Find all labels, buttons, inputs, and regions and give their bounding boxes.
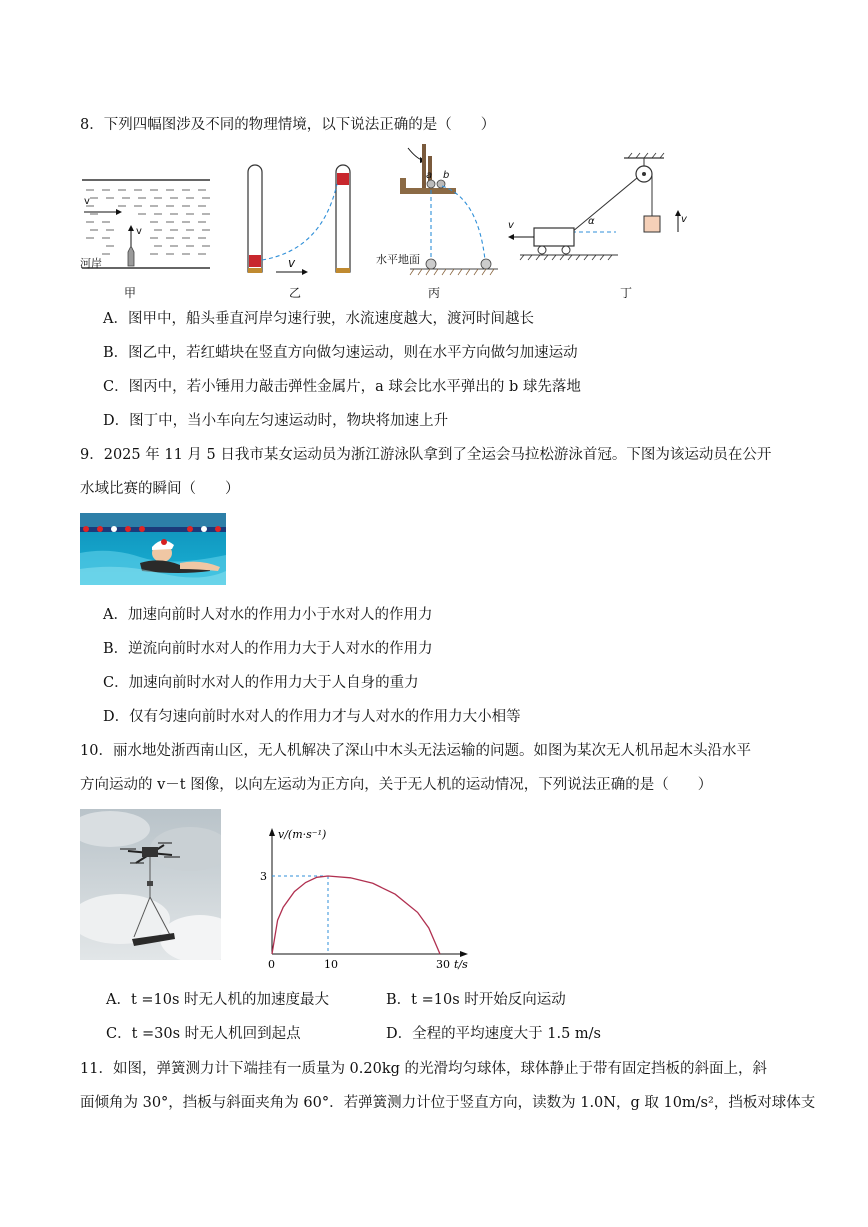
figure-yi bbox=[242, 160, 362, 278]
chart-y-axis-arrow bbox=[269, 828, 275, 836]
q10-stem-line1: 10．丽水地处浙西南山区，无人机解决了深山中木头无法运输的问题。如图为某次无人机吊起木头沿水平 bbox=[80, 743, 751, 759]
chart-x-tick-0: 0 bbox=[268, 958, 275, 971]
q9-stem-line1: 9．2025 年 11 月 5 日我市某女运动员为浙江游泳队拿到了全运会马拉松游泳首冠。下图为该运动员在公开 bbox=[80, 447, 772, 463]
bing-caption: 丙 bbox=[428, 286, 441, 300]
chart-y-label: v/(m·s⁻¹) bbox=[278, 828, 327, 841]
q8-option-c: C．图丙中，若小锤用力敲击弹性金属片，a 球会比水平弹出的 b 球先落地 bbox=[103, 379, 581, 395]
chart-x-label: t/s bbox=[454, 958, 468, 971]
yi-caption: 乙 bbox=[289, 286, 302, 300]
q11-stem-line1: 11．如图，弹簧测力计下端挂有一质量为 0.20kg 的光滑均匀球体，球体静止于带有固定挡板的斜面上，斜 bbox=[80, 1061, 768, 1077]
bing-a-label: a bbox=[426, 170, 433, 181]
q9-option-c: C．加速向前时水对人的作用力大于人自身的重力 bbox=[103, 675, 419, 691]
jia-caption: 甲 bbox=[124, 286, 137, 300]
q10-option-d: D．全程的平均速度大于 1.5 m/s bbox=[386, 1026, 601, 1042]
jia-boat-velocity-label: v bbox=[136, 226, 142, 237]
drone-photo bbox=[80, 809, 221, 960]
q9-stem-line2: 水域比赛的瞬间（ ） bbox=[80, 481, 240, 497]
q9-option-b: B．逆流向前时水对人的作用力大于人对水的作用力 bbox=[103, 641, 433, 657]
jia-water-velocity-label: v bbox=[84, 196, 90, 207]
q8-stem: 8．下列四幅图涉及不同的物理情境，以下说法正确的是（ ） bbox=[80, 117, 496, 133]
chart-y-tick-3: 3 bbox=[260, 870, 267, 883]
q9-option-a: A．加速向前时人对水的作用力小于水对人的作用力 bbox=[103, 607, 433, 623]
q10-option-c: C．t =30s 时无人机回到起点 bbox=[106, 1026, 301, 1042]
chart-series-line bbox=[272, 876, 440, 954]
chart-x-tick-10: 10 bbox=[324, 958, 338, 971]
q11-stem-line2: 面倾角为 30°，挡板与斜面夹角为 60°．若弹簧测力计位于竖直方向，读数为 1.0N，g 取 10m/s²，挡板对球体支 bbox=[80, 1095, 816, 1111]
ding-alpha-label: α bbox=[588, 216, 595, 227]
q8-option-b: B．图乙中，若红蜡块在竖直方向做匀速运动，则在水平方向做匀加速运动 bbox=[103, 345, 578, 361]
q10-stem-line2: 方向运动的 v－t 图像，以向左运动为正方向，关于无人机的运动情况，下列说法正确的是（ ） bbox=[80, 777, 713, 793]
vt-chart bbox=[258, 828, 478, 974]
q10-option-a: A．t =10s 时无人机的加速度最大 bbox=[106, 992, 330, 1008]
q9-option-d: D．仅有匀速向前时水对人的作用力才与人对水的作用力大小相等 bbox=[103, 709, 521, 725]
bing-b-label: b bbox=[443, 170, 450, 181]
yi-velocity-label: v bbox=[288, 256, 296, 270]
q8-option-a: A．图甲中，船头垂直河岸匀速行驶，水流速度越大，渡河时间越长 bbox=[103, 311, 534, 327]
ding-v1-label: v bbox=[508, 220, 514, 231]
bing-ground-label: 水平地面 bbox=[376, 253, 420, 266]
ding-caption: 丁 bbox=[620, 286, 633, 300]
figure-ding bbox=[506, 152, 700, 278]
swimmer-photo bbox=[80, 513, 226, 585]
q10-option-b: B．t =10s 时开始反向运动 bbox=[386, 992, 566, 1008]
chart-x-tick-30: 30 bbox=[436, 958, 450, 971]
q8-option-d: D．图丁中，当小车向左匀速运动时，物块将加速上升 bbox=[103, 413, 449, 429]
jia-bank-label: 河岸 bbox=[80, 257, 102, 270]
ding-v2-label: v bbox=[681, 214, 687, 225]
chart-x-axis-arrow bbox=[460, 951, 468, 957]
